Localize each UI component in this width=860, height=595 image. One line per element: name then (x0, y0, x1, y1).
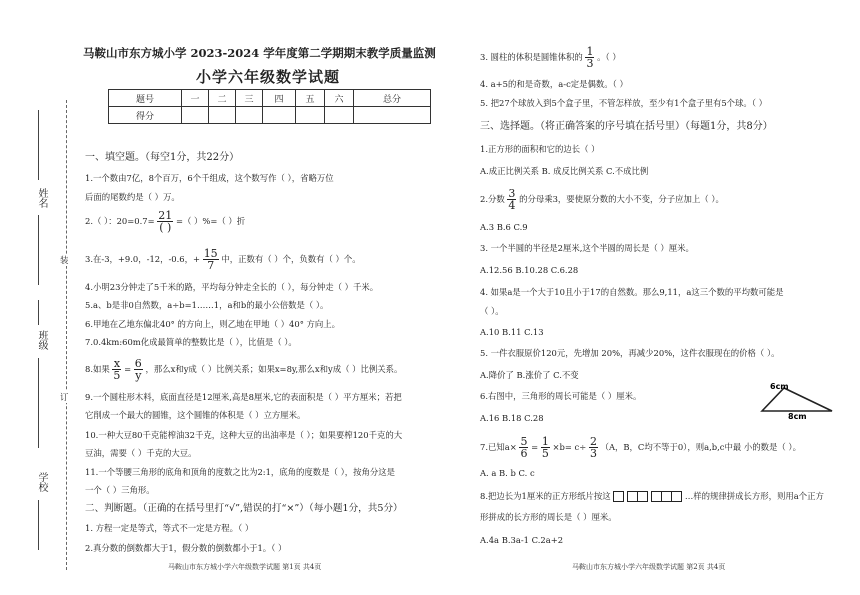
judge-3 (480, 46, 621, 69)
score-cell[interactable] (354, 107, 431, 124)
binding-line (66, 100, 67, 570)
score-row-label: 得分 (109, 107, 182, 124)
score-header-cell: 四 (263, 90, 296, 107)
class-label: 班级 (36, 330, 47, 350)
question-2-fraction (157, 210, 173, 233)
judge-3-prefix: 3. 圆柱的体积是圆锥体积的 (480, 52, 583, 62)
score-table (108, 89, 431, 124)
score-header-cell: 六 (325, 90, 354, 107)
question-2-prefix: 2.（ ）：20=0.7= (85, 216, 155, 226)
question-4: 4.小明23分钟走了5千米的路，平均每分钟走全长的（ ），每分钟走（ ）千米。 (85, 282, 379, 292)
name-label: 姓名 (36, 188, 47, 208)
score-header-cell: 总分 (354, 90, 431, 107)
question-3-fraction (203, 248, 219, 271)
question-2-suffix: =（ ）%=（ ）折 (175, 216, 246, 226)
choice-7-fraction-2 (541, 436, 550, 459)
question-3 (85, 248, 361, 271)
score-table-header-row (109, 90, 431, 107)
binding-mark-ding: 订 (60, 392, 69, 402)
square-pattern-2b (638, 491, 648, 502)
square-pattern-3b (662, 491, 672, 502)
choice-2-fraction (507, 188, 516, 211)
choice-8-suffix: …样的规律拼成长方形，则用a个正方 (684, 491, 824, 501)
name-underline-lower (38, 215, 39, 285)
square-pattern-1 (613, 491, 624, 502)
square-pattern-3c (672, 491, 682, 502)
score-header-cell: 五 (296, 90, 325, 107)
triangle-base-label: 8cm (788, 412, 807, 420)
question-8-fraction-x (112, 358, 121, 381)
question-9-line-2: 它削成一个最大的圆锥，这个圆锥的体积是（ ）立方厘米。 (85, 410, 306, 420)
choice-8-line-2: 形拼成的长方形的周长是（ ）厘米。 (480, 512, 617, 522)
triangle-side-label: 6cm (770, 382, 789, 391)
judge-2: 2.真分数的倒数都大于1，假分数的倒数都小于1。（ ） (85, 543, 287, 553)
fraction-denominator: ( ) (159, 221, 172, 234)
question-1-line-2: 后面的尾数约是（ ）万。 (85, 192, 180, 202)
choice-2 (480, 188, 724, 211)
square-pattern-2 (627, 491, 638, 502)
question-11-line-1: 11.一个等腰三角形的底角和顶角的度数之比为2:1，底角的度数是（ ），按角分这是 (85, 467, 396, 477)
question-8-equals: = (124, 364, 132, 374)
fraction-numerator: 3 (508, 187, 516, 200)
score-cell[interactable] (296, 107, 325, 124)
choice-2-prefix: 2.分数 (480, 194, 505, 204)
section-1-title: 一、填空题。（每空1分，共22分） (85, 152, 240, 163)
triangle-shape (762, 388, 832, 411)
question-10-line-1: 10.一种大豆80千克能榨油32千克，这种大豆的出油率是（ ）；如果要榨120千克的大 (85, 430, 403, 440)
choice-7-prefix: 7.已知a× (480, 442, 517, 452)
question-8 (85, 358, 402, 381)
fraction-numerator: x (113, 357, 121, 370)
choice-2-suffix: 的分母乘3，要使原分数的大小不变，分子应加上（ ）。 (519, 194, 724, 204)
choice-4-line-2: （ ）。 (480, 306, 504, 316)
choice-7 (480, 436, 801, 459)
choice-3-options: A.12.56 B.10.28 C.6.28 (480, 265, 579, 275)
fraction-denominator: 5 (541, 447, 549, 460)
choice-6-options: A.16 B.18 C.28 (480, 413, 544, 423)
left-page-footer: 马鞍山市东方城小学六年级数学试题 第1页 共4页 (168, 563, 322, 571)
judge-3-fraction (585, 46, 594, 69)
square-pattern-3 (651, 491, 662, 502)
score-cell[interactable] (325, 107, 354, 124)
choice-2-options: A.3 B.6 C.9 (480, 222, 528, 232)
score-header-cell: 题号 (109, 90, 182, 107)
binding-mark-zhuang: 装 (60, 255, 69, 265)
score-cell[interactable] (209, 107, 236, 124)
judge-5: 5. 把27个球放入到5个盒子里，不管怎样放，至少有1个盒子里有5个球。（ ） (480, 98, 768, 108)
question-9-line-1: 9.一个圆柱形木料，底面直径是12厘米,高是8厘米,它的表面积是（ ）平方厘米；若把 (85, 392, 402, 402)
question-7: 7.0.4km:60m化成最简单的整数比是（ ），比值是（ ）。 (85, 337, 297, 347)
question-3-prefix: 3.在-3，+9.0，-12，-0.6，+ (85, 254, 201, 264)
fraction-denominator: y (135, 369, 142, 382)
question-1-line-1: 1.一个数由7亿，8个百万，6个千组成，这个数写作（ ），省略万位 (85, 173, 334, 183)
question-8-suffix: ，那么x和y成（ ）比例关系；如果x=8y,那么x和y成（ ）比例关系。 (145, 364, 403, 374)
choice-8-options: A.4a B.3a-1 C.2a+2 (480, 535, 564, 545)
choice-4-line-1: 4. 如果a是一个大于10且小于17的自然数。那么9,11，a这三个数的平均数可能是 (480, 287, 784, 297)
score-cell[interactable] (182, 107, 209, 124)
school-label: 学校 (36, 472, 47, 492)
fraction-numerator: 21 (158, 209, 173, 222)
judge-1: 1. 方程一定是等式，等式不一定是方程。（ ） (85, 523, 254, 533)
judge-4: 4. a+5的和是奇数，a-c定是偶数。（ ） (480, 79, 628, 89)
fraction-denominator: 5 (113, 369, 121, 382)
name-underline (38, 110, 39, 180)
triangle-figure (756, 380, 836, 420)
fraction-numerator: 1 (541, 435, 549, 448)
score-header-cell: 二 (209, 90, 236, 107)
score-header-cell: 三 (236, 90, 263, 107)
fraction-numerator: 1 (586, 45, 594, 58)
fraction-denominator: 4 (508, 199, 516, 212)
square-pattern-figure (613, 491, 682, 502)
fraction-numerator: 2 (589, 435, 597, 448)
question-11-line-2: 一个（ ）三角形。 (85, 485, 155, 495)
class-underline-lower (38, 358, 39, 448)
class-underline (38, 300, 39, 325)
question-5: 5.a、b是非0自然数，a÷b=1……1，a和b的最小公倍数是（ ）。 (85, 300, 329, 310)
fraction-denominator: 6 (520, 447, 528, 460)
choice-7-fraction-1 (519, 436, 528, 459)
choice-5: 5. 一件衣服原价120元，先增加 20%，再减少20%，这件衣服现在的价格（ ）。 (480, 348, 780, 358)
fraction-denominator: 7 (207, 259, 215, 272)
choice-1: 1.正方形的面积和它的边长（ ） (480, 144, 600, 154)
judge-3-suffix: 。（ ） (597, 52, 621, 62)
fraction-numerator: 15 (203, 247, 218, 260)
choice-5-options: A.降价了 B.涨价了 C.不变 (480, 370, 579, 380)
question-2 (85, 210, 245, 233)
choice-6: 6.右图中，三角形的周长可能是（ ）厘米。 (480, 391, 642, 401)
section-2-title: 二、判断题。（正确的在括号里打“√”,错误的打“×”）（每小题1分，共5分） (85, 503, 403, 514)
school-underline (38, 500, 39, 550)
choice-4-options: A.10 B.11 C.13 (480, 327, 544, 337)
choice-7-equals: = (531, 442, 539, 452)
score-header-cell: 一 (182, 90, 209, 107)
choice-8-line-1 (480, 490, 824, 502)
exam-title: 小学六年级数学试题 (196, 68, 341, 86)
choice-7-middle: ×b= c÷ (552, 442, 587, 452)
fraction-denominator: 3 (586, 57, 594, 70)
choice-1-options: A.成正比例关系 B. 成反比例关系 C.不成比例 (480, 166, 649, 176)
score-cell[interactable] (263, 107, 296, 124)
choice-7-suffix: （A，B，C均不等于0），则a,b,c中最 小的数是（ ）。 (600, 442, 801, 452)
choice-7-options: A. a B. b C. c (480, 468, 535, 478)
question-3-suffix: 中，正数有（ ）个，负数有（ ）个。 (221, 254, 361, 264)
fraction-numerator: 5 (520, 435, 528, 448)
question-8-prefix: 8.如果 (85, 364, 110, 374)
question-6: 6.甲地在乙地东偏北40° 的方向上，则乙地在甲地（ ）40° 方向上。 (85, 319, 341, 329)
choice-7-fraction-3 (589, 436, 598, 459)
question-8-fraction-y (134, 358, 143, 381)
score-cell[interactable] (236, 107, 263, 124)
score-table-score-row (109, 107, 431, 124)
right-page-footer: 马鞍山市东方城小学六年级数学试题 第2页 共4页 (572, 563, 726, 571)
section-3-title: 三、选择题。（将正确答案的序号填在括号里）（每题1分，共8分） (480, 121, 773, 132)
choice-8-prefix: 8.把边长为1厘米的正方形纸片按这 (480, 491, 611, 501)
choice-3: 3. 一个半圆的半径是2厘米,这个半圆的周长是（ ）厘米。 (480, 243, 694, 253)
school-title: 马鞍山市东方城小学 2023-2024 学年度第二学期期末教学质量监测 (83, 46, 436, 60)
question-10-line-2: 豆油，需要（ ）千克的大豆。 (85, 448, 197, 458)
fraction-denominator: 3 (589, 447, 597, 460)
fraction-numerator: 6 (134, 357, 142, 370)
